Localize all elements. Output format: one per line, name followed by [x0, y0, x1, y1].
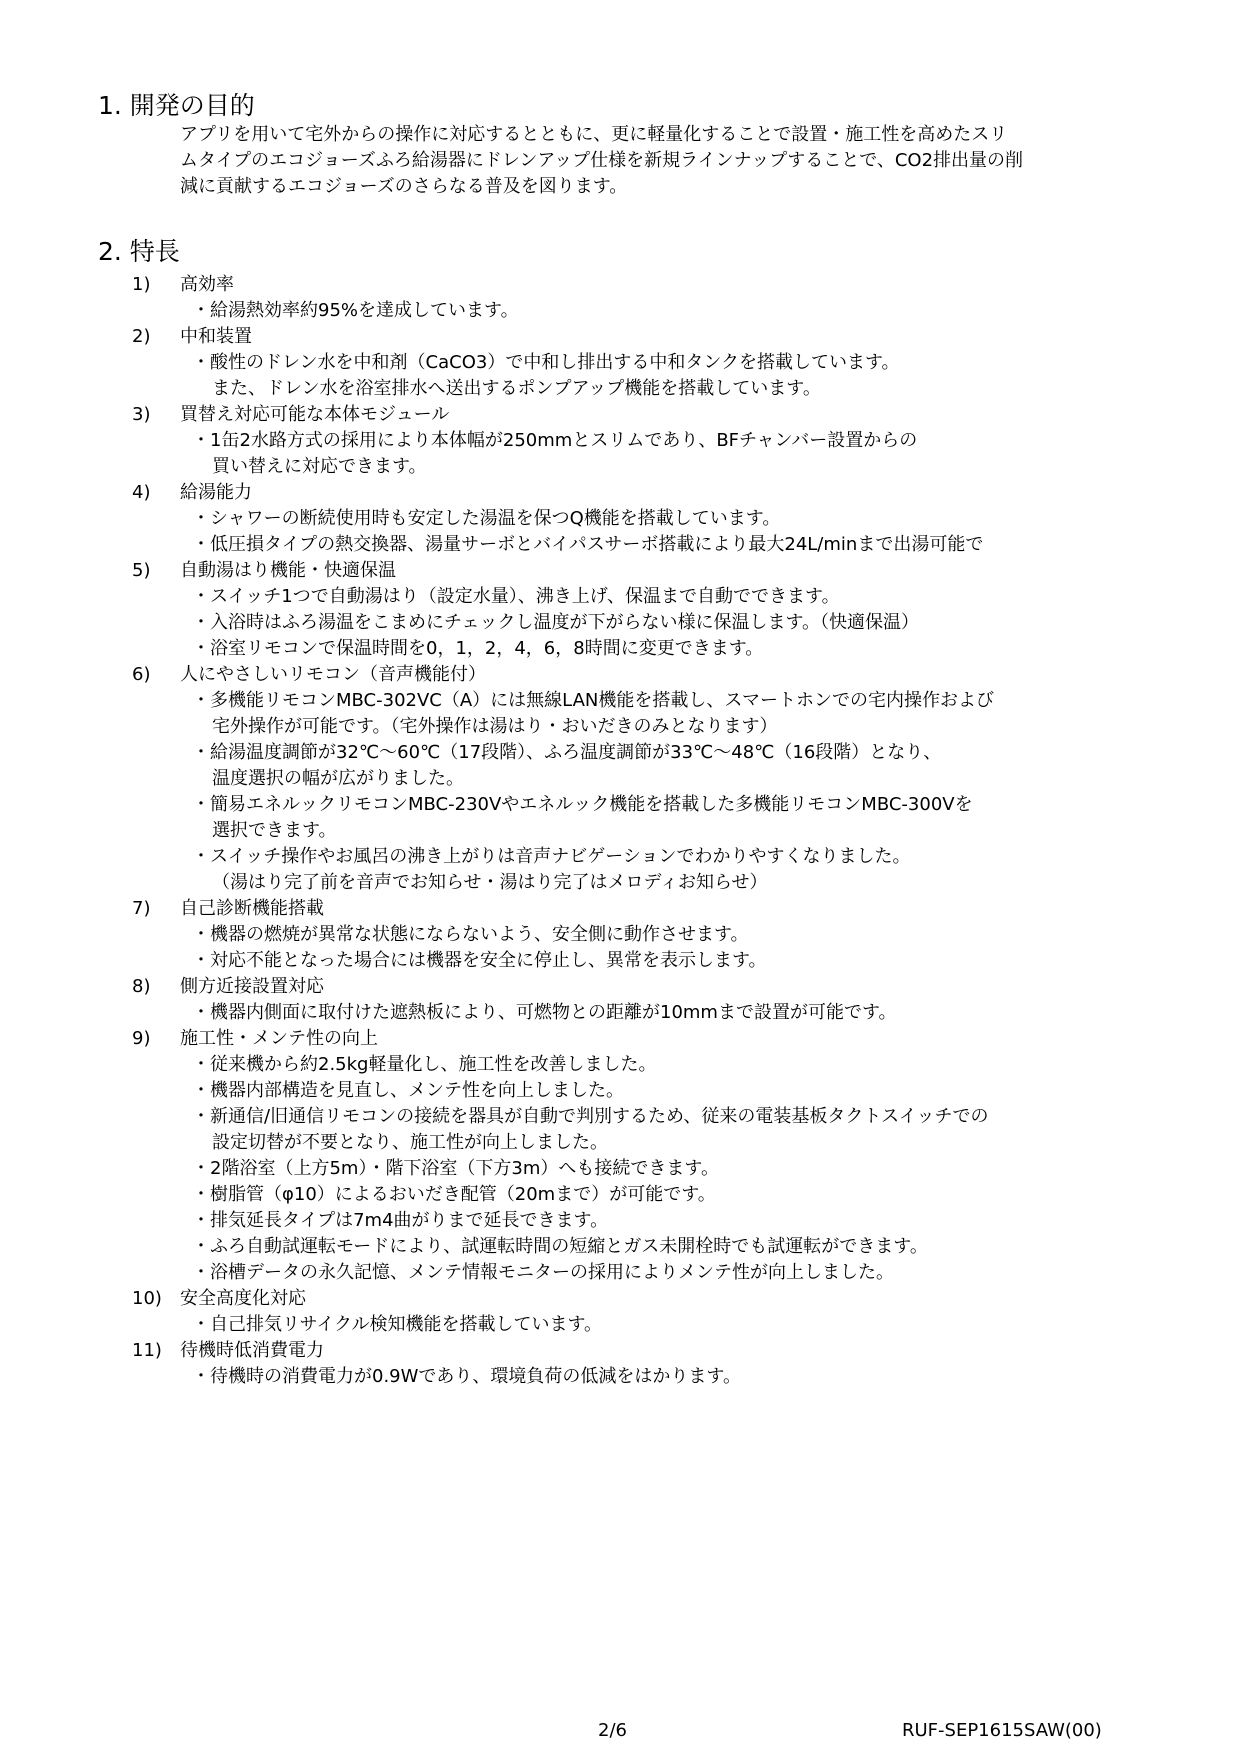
feature-item-title [132, 558, 1132, 584]
feature-item-title [132, 896, 1132, 922]
feature-item-number: 4) [132, 482, 151, 503]
feature-item-heading: 自己診断機能搭載 [180, 898, 324, 919]
feature-item-title [132, 402, 1132, 428]
document-code: RUF-SEP1615SAW(00) [902, 1720, 1102, 1741]
section-1-line: アプリを用いて宅外からの操作に対応するとともに、更に軽量化することで設置・施工性を高めたスリ [180, 124, 1008, 145]
feature-continuation-line: また、ドレン水を浴室排水へ送出するポンプアップ機能を搭載しています。 [212, 378, 821, 399]
feature-bullet: ・新通信/旧通信リモコンの接続を器具が自動で判別するため、従来の電装基板タクトスイッチでの [192, 1106, 989, 1127]
feature-item-heading: 買替え対応可能な本体モジュール [180, 404, 450, 425]
feature-bullet: ・自己排気リサイクル検知機能を搭載しています。 [192, 1314, 603, 1335]
feature-list [132, 272, 1132, 1390]
feature-item-number: 5) [132, 560, 151, 581]
feature-continuation-line: 買い替えに対応できます。 [212, 456, 427, 477]
feature-bullet: ・待機時の消費電力が0.9Wであり、環境負荷の低減をはかります。 [192, 1366, 741, 1387]
feature-bullet: ・給湯温度調節が32℃～60℃（17段階）、ふろ温度調節が33℃～48℃（16段階）となり、 [192, 742, 942, 763]
feature-bullet: ・多機能リモコンMBC-302VC（A）には無線LAN機能を搭載し、スマートホンでの宅内操作および [192, 690, 995, 711]
feature-bullet: ・簡易エネルックリモコンMBC-230Vやエネルック機能を搭載した多機能リモコンMBC-300Vを [192, 794, 973, 815]
feature-item-title [132, 1286, 1132, 1312]
feature-bullet: ・低圧損タイプの熱交換器、湯量サーボとバイパスサーボ搭載により最大24L/minまで出湯可能で [192, 534, 984, 555]
feature-bullet: ・樹脂管（φ10）によるおいだき配管（20mまで）が可能です。 [192, 1184, 716, 1205]
feature-item-heading: 給湯能力 [180, 482, 252, 503]
feature-item-number: 11) [132, 1340, 162, 1361]
feature-continuation-line: 選択できます。 [212, 820, 337, 841]
feature-bullet: ・機器内側面に取付けた遮熱板により、可燃物との距離が10mmまで設置が可能です。 [192, 1002, 897, 1023]
section-2-heading: 2. 特長 [98, 237, 180, 266]
feature-item-number: 9) [132, 1028, 151, 1049]
feature-item-title [132, 324, 1132, 350]
feature-bullet: ・スイッチ1つで自動湯はり（設定水量）、沸き上げ、保温まで自動でできます。 [192, 586, 840, 607]
feature-item-title [132, 272, 1132, 298]
feature-continuation-line: 温度選択の幅が広がりました。 [212, 768, 464, 789]
section-1-heading: 1. 開発の目的 [98, 91, 255, 120]
page-number: 2/6 [598, 1720, 627, 1741]
feature-item-heading: 高効率 [180, 274, 234, 295]
feature-item-title [132, 974, 1132, 1000]
feature-continuation-line: 宅外操作が可能です。（宅外操作は湯はり・おいだきのみとなります） [212, 716, 778, 737]
feature-item-heading: 自動湯はり機能・快適保温 [180, 560, 396, 581]
feature-item-heading: 中和装置 [180, 326, 252, 347]
feature-bullet: ・給湯熱効率約95%を達成しています。 [192, 300, 519, 321]
feature-item-number: 3) [132, 404, 151, 425]
feature-bullet: ・排気延長タイプは7m4曲がりまで延長できます。 [192, 1210, 609, 1231]
feature-item-heading: 施工性・メンテ性の向上 [180, 1028, 378, 1049]
feature-continuation-line: （湯はり完了前を音声でお知らせ・湯はり完了はメロディお知らせ） [212, 872, 768, 893]
feature-continuation-line: 設定切替が不要となり、施工性が向上しました。 [212, 1132, 608, 1153]
feature-item-title [132, 662, 1132, 688]
feature-bullet: ・酸性のドレン水を中和剤（CaCO3）で中和し排出する中和タンクを搭載しています。 [192, 352, 900, 373]
feature-bullet: ・機器の燃焼が異常な状態にならないよう、安全側に動作させます。 [192, 924, 749, 945]
feature-item-number: 7) [132, 898, 151, 919]
feature-bullet: ・入浴時はふろ湯温をこまめにチェックし温度が下がらない様に保温します。（快適保温） [192, 612, 920, 633]
feature-item-number: 6) [132, 664, 151, 685]
feature-bullet: ・従来機から約2.5kg軽量化し、施工性を改善しました。 [192, 1054, 657, 1075]
section-1-line: ムタイプのエコジョーズふろ給湯器にドレンアップ仕様を新規ラインナップすることで、CO2排出量の削 [180, 150, 1024, 171]
feature-bullet: ・シャワーの断続使用時も安定した湯温を保つQ機能を搭載しています。 [192, 508, 781, 529]
feature-item-heading: 待機時低消費電力 [180, 1340, 324, 1361]
feature-item-heading: 人にやさしいリモコン（音声機能付） [180, 664, 486, 685]
feature-item-number: 8) [132, 976, 151, 997]
feature-bullet: ・1缶2水路方式の採用により本体幅が250mmとスリムであり、BFチャンバー設置からの [192, 430, 918, 451]
feature-item-title [132, 1338, 1132, 1364]
feature-bullet: ・スイッチ操作やお風呂の沸き上がりは音声ナビゲーションでわかりやすくなりました。 [192, 846, 911, 867]
feature-bullet: ・浴室リモコンで保温時間を0，1，2，4，6，8時間に変更できます。 [192, 638, 764, 659]
feature-bullet: ・機器内部構造を見直し、メンテ性を向上しました。 [192, 1080, 624, 1101]
feature-bullet: ・2階浴室（上方5m）・階下浴室（下方3m）へも接続できます。 [192, 1158, 719, 1179]
feature-item-title [132, 480, 1132, 506]
feature-bullet: ・対応不能となった場合には機器を安全に停止し、異常を表示します。 [192, 950, 767, 971]
feature-item-number: 1) [132, 274, 151, 295]
feature-item-title [132, 1026, 1132, 1052]
feature-item-number: 2) [132, 326, 151, 347]
feature-bullet: ・ふろ自動試運転モードにより、試運転時間の短縮とガス未開栓時でも試運転ができます。 [192, 1236, 928, 1257]
feature-bullet: ・浴槽データの永久記憶、メンテ情報モニターの採用によりメンテ性が向上しました。 [192, 1262, 894, 1283]
section-1-line: 減に貢献するエコジョーズのさらなる普及を図ります。 [180, 176, 628, 197]
section-1-body [180, 122, 1150, 200]
feature-item-heading: 側方近接設置対応 [180, 976, 324, 997]
feature-item-number: 10) [132, 1288, 162, 1309]
feature-item-heading: 安全高度化対応 [180, 1288, 306, 1309]
